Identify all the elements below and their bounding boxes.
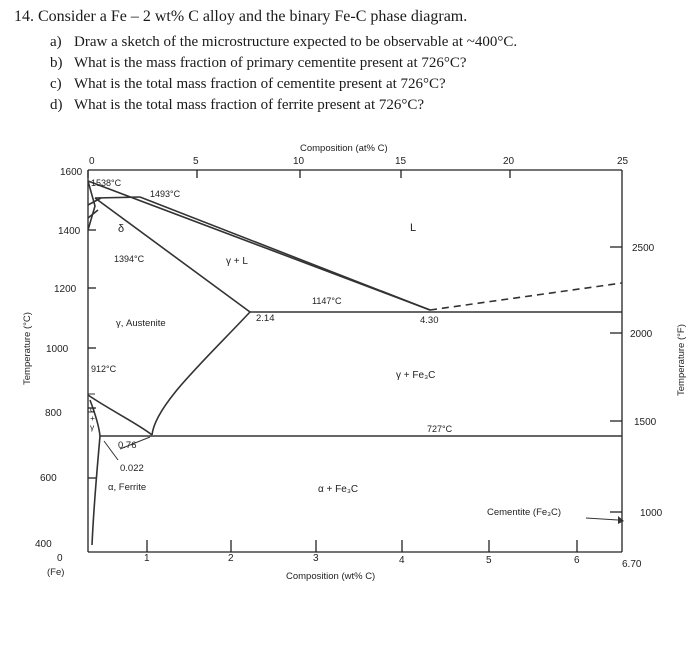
left-ticks xyxy=(35,167,96,550)
bottom-tick-label: 0 xyxy=(57,553,63,564)
liquidus-upper xyxy=(140,197,430,310)
bottom-tick-label: 6 xyxy=(574,555,580,566)
bottom-tick-label: 1 xyxy=(144,553,150,564)
problem-title: 14. Consider a Fe – 2 wt% C alloy and the binary Fe-C phase diagram. xyxy=(14,8,468,25)
label-0-022: 0.022 xyxy=(120,463,144,474)
right-tick-label: 1500 xyxy=(634,417,657,428)
right-tick-label: 2500 xyxy=(632,243,655,254)
label-912: 912°C xyxy=(91,364,117,374)
label-2-14: 2.14 xyxy=(256,313,275,324)
right-axis-label: Temperature (°F) xyxy=(676,324,687,396)
right-tick-label: 1000 xyxy=(640,508,663,519)
label-0-76: 0.76 xyxy=(118,440,137,451)
top-tick-label: 0 xyxy=(89,156,95,167)
left-tick-label: 400 xyxy=(35,539,52,550)
question-marker: d) xyxy=(50,97,63,113)
top-tick-label: 15 xyxy=(395,156,407,167)
right-ticks xyxy=(610,243,663,519)
top-tick-label: 20 xyxy=(503,156,515,167)
acm-line xyxy=(152,312,250,435)
bottom-axis-label: Composition (wt% C) xyxy=(286,571,376,582)
question-text: What is the total mass fraction of cementite present at 726°C? xyxy=(74,76,446,92)
question-marker: c) xyxy=(50,76,62,92)
label-gamma-liquid: γ + L xyxy=(226,256,248,267)
label-alpha-gamma-plus: + xyxy=(90,413,95,423)
label-727: 727°C xyxy=(427,424,453,434)
label-alpha-gamma-g: γ xyxy=(90,422,95,432)
label-4-30: 4.30 xyxy=(420,315,439,326)
left-tick-label: 1200 xyxy=(54,284,77,295)
label-alpha-cementite: α + Fe₃C xyxy=(318,484,359,495)
top-ticks xyxy=(88,156,629,178)
label-1394: 1394°C xyxy=(114,254,145,264)
label-liquid: L xyxy=(410,222,417,234)
left-tick-label: 1400 xyxy=(58,226,81,237)
left-tick-label: 800 xyxy=(45,408,62,419)
top-tick-label: 25 xyxy=(617,156,629,167)
label-austenite: γ, Austenite xyxy=(116,318,166,329)
top-axis-label: Composition (at% C) xyxy=(300,143,388,154)
bottom-tick-label: 5 xyxy=(486,555,492,566)
label-cementite: Cementite (Fe₃C) xyxy=(487,507,562,518)
question-marker: b) xyxy=(50,55,63,71)
left-axis-label: Temperature (°C) xyxy=(22,312,33,385)
bottom-tick-label: 6.70 xyxy=(622,559,642,570)
label-ferrite: α, Ferrite xyxy=(108,482,147,493)
left-tick-label: 600 xyxy=(40,473,57,484)
label-gamma-cementite: γ + Fe₃C xyxy=(396,370,436,381)
bottom-tick-label: 2 xyxy=(228,553,234,564)
question-text: What is the mass fraction of primary cementite present at 726°C? xyxy=(74,55,467,71)
leader-0-022 xyxy=(104,441,118,460)
bottom-tick-label: 3 xyxy=(313,553,319,564)
delta-field-boundary xyxy=(88,181,95,230)
label-1538: 1538°C xyxy=(91,178,122,188)
bottom-ticks xyxy=(57,540,642,570)
left-tick-label: 1600 xyxy=(60,167,83,178)
left-tick-label: 1000 xyxy=(46,344,69,355)
liquidus-right-dashed xyxy=(430,283,622,310)
leader-cementite xyxy=(586,518,618,520)
question-text: What is the total mass fraction of ferrite present at 726°C? xyxy=(74,97,425,113)
label-alpha-gamma-a: α xyxy=(90,404,95,414)
cementite-arrowhead xyxy=(618,516,624,524)
right-tick-label: 2000 xyxy=(630,329,653,340)
ferrite-solvus xyxy=(92,436,100,545)
top-tick-label: 10 xyxy=(293,156,305,167)
bottom-sub-label: (Fe) xyxy=(47,567,65,578)
label-1493: 1493°C xyxy=(150,189,181,199)
a3-line xyxy=(88,395,152,435)
label-delta: δ xyxy=(118,223,125,235)
label-1147: 1147°C xyxy=(312,296,342,306)
top-tick-label: 5 xyxy=(193,156,199,167)
question-text: Draw a sketch of the microstructure expected to be observable at ~400°C. xyxy=(74,34,518,50)
bottom-tick-label: 4 xyxy=(399,555,405,566)
question-marker: a) xyxy=(50,34,62,50)
